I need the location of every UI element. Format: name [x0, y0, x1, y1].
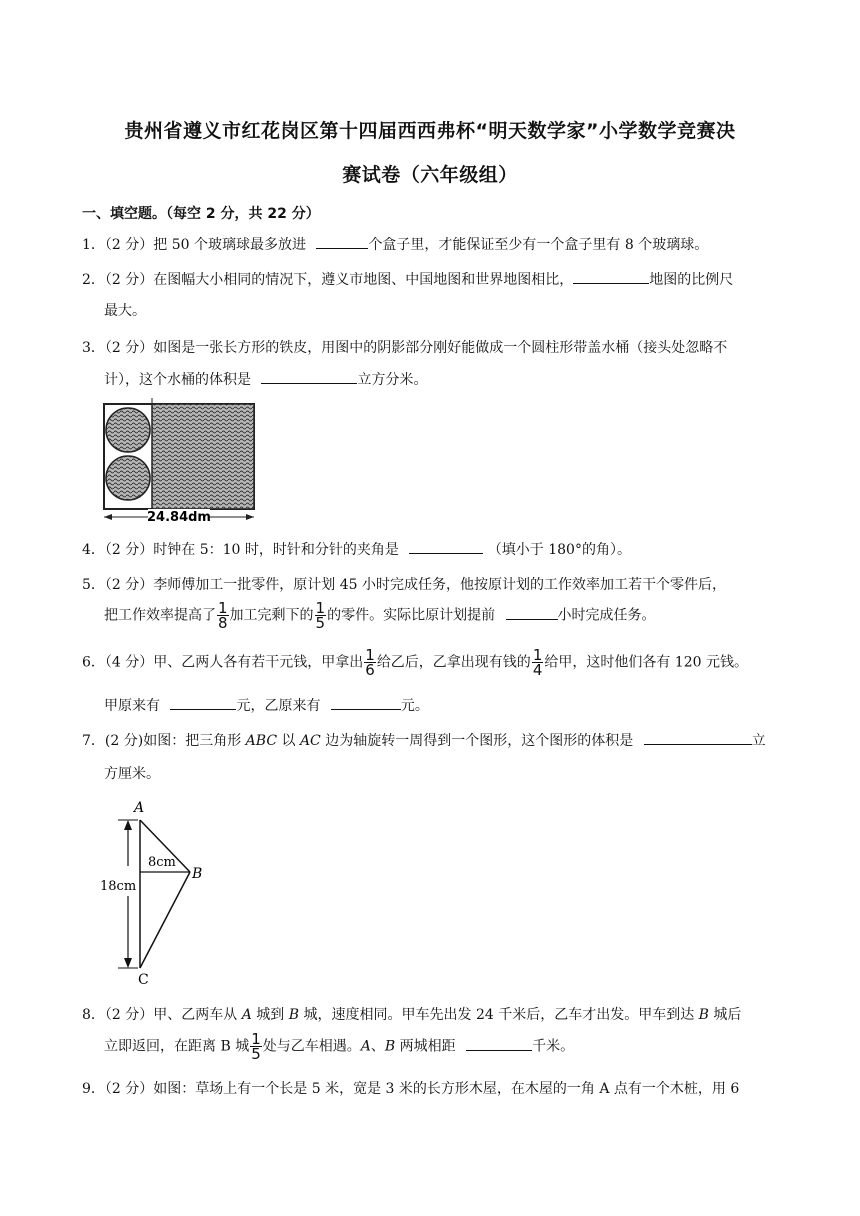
- answer-blank-q6-b[interactable]: [331, 695, 401, 710]
- answer-blank-q7[interactable]: [644, 730, 752, 745]
- fraction-1-5-q8: $\frac{1}{5}$: [251, 1030, 261, 1063]
- vertex-a-label: A: [134, 800, 145, 816]
- question-3-cont: 计），这个水桶的体积是 立方分米。: [104, 369, 427, 389]
- height-length-label: 18cm: [100, 879, 137, 894]
- question-6: 6．（4 分）甲、乙两人各有若干元钱，甲拿出 $\frac{1}{6}$ 给乙后，乙拿出现有钱的 $\frac{1}{4}$ 给甲，这时他们各有 120 元钱。: [82, 646, 748, 679]
- question-9: 9．（2 分）如图：草场上有一个长是 5 米，宽是 3 米的长方形木屋，在木屋的一角 A 点有一个木桩，用 6: [82, 1081, 740, 1097]
- bucket-lid-circle-bottom: [106, 456, 150, 500]
- question-4: 4．（2 分）时钟在 5：10 时，时针和分针的夹角是 （填小于 180°的角）。: [82, 539, 631, 559]
- answer-blank-q4[interactable]: [409, 539, 483, 554]
- bucket-lid-circle-top: [106, 408, 150, 452]
- question-7-cont: 方厘米。: [104, 766, 160, 782]
- question-1: 1．（2 分）把 50 个玻璃球最多放进 个盒子里，才能保证至少有一个盒子里有 8 个玻璃球。: [82, 234, 708, 254]
- base-length-label: 8cm: [148, 855, 176, 870]
- fraction-1-4: $\frac{1}{4}$: [532, 646, 543, 679]
- answer-blank-q5[interactable]: [506, 605, 558, 620]
- fraction-1-8: $\frac{1}{8}$: [218, 599, 228, 632]
- question-7: 7．(2 分)如图：把三角形 ABC 以 AC 边为轴旋转一周得到一个图形，这个图形的体积是 立: [82, 730, 766, 750]
- question-2: 2．（2 分）在图幅大小相同的情况下，遵义市地图、中国地图和世界地图相比， 地图的比例尺: [82, 269, 733, 289]
- triangle-abc-figure: [96, 798, 226, 984]
- exam-title-line2: 赛试卷（六年级组）: [342, 164, 518, 186]
- section-heading-fill-blank: 一、填空题。（每空 2 分，共 22 分）: [82, 206, 320, 222]
- question-5-cont: 把工作效率提高了 $\frac{1}{8}$ 加工完剩下的 $\frac{1}{5}$ 的零件。实际比原计划提前 小时完成任务。: [104, 599, 656, 632]
- fraction-1-5: $\frac{1}{5}$: [315, 599, 326, 632]
- question-2-cont: 最大。: [104, 303, 146, 319]
- answer-blank-q2[interactable]: [573, 269, 649, 284]
- iron-sheet-figure: [102, 398, 260, 524]
- exam-title-line1: 贵州省遵义市红花岗区第十四届西西弗杯“明天数学家”小学数学竞赛决: [124, 120, 736, 142]
- question-3: 3．（2 分）如图是一张长方形的铁皮，用图中的阴影部分刚好能做成一个圆柱形带盖水桶（接头处忽略不: [82, 340, 728, 356]
- question-8-cont: 立即返回，在距离 B 城 $\frac{1}{5}$ 处与乙车相遇。A、B 两城相距 千米。: [104, 1030, 575, 1063]
- answer-blank-q1[interactable]: [316, 234, 368, 249]
- vertex-b-label: B: [192, 866, 203, 882]
- figure-width-label: 24.84dm: [147, 510, 211, 524]
- question-8: 8．（2 分）甲、乙两车从 A 城到 B 城，速度相同。甲车先出发 24 千米后，乙车才出发。甲车到达 B 城后: [82, 1007, 742, 1023]
- question-6-cont: 甲原来有 元，乙原来有 元。: [104, 695, 429, 715]
- answer-blank-q6-a[interactable]: [170, 695, 236, 710]
- answer-blank-q8[interactable]: [466, 1036, 532, 1051]
- vertex-c-label: C: [138, 972, 149, 984]
- question-5: 5．（2 分）李师傅加工一批零件，原计划 45 小时完成任务，他按原计划的工作效率加工若干个零件后，: [82, 577, 726, 593]
- fraction-1-6: $\frac{1}{6}$: [365, 646, 375, 679]
- answer-blank-q3[interactable]: [261, 369, 357, 384]
